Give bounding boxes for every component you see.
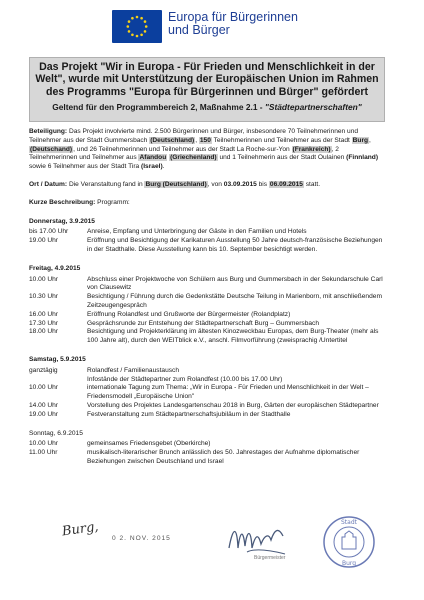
schedule-description: musikalisch-literarischer Brunch anlässlich des 50. Jahrestages der Aufnahme diplomatischer Beziehungen zwischen Deutschland und Israel [87, 449, 360, 465]
day-heading: Samstag, 5.9.2015 [29, 355, 86, 363]
bold-text: 03.09.2015 [223, 180, 257, 188]
schedule-row [29, 328, 389, 346]
place-signature: Burg, [61, 519, 100, 540]
document-body [29, 128, 389, 467]
highlight: (Griechenland) [170, 154, 217, 162]
schedule-row [29, 449, 389, 467]
highlight: (Deutschand) [30, 145, 73, 153]
schedule-time: ganztägig [29, 366, 58, 374]
schedule-description: Eröffnung Rolandfest und Grußworte der Bürgermeister (Rolandplatz) [87, 310, 291, 318]
day-heading: Freitag, 4.9.2015 [29, 264, 81, 272]
schedule-description: Eröffnung und Besichtigung der Karikaturen Ausstellung 50 Jahre deutsch-französische Beziehungen in der Stadthalle. Diese Ausstellung kann bis 10. September besichtigt werden. [87, 237, 383, 253]
schedule-description: Besichtigung und Projekterklärung im ältesten Kinozweckbau Europas, dem Burg-Theater (mehr als 100 Jahre alt), durch den WEITblick e.V., anschl. Filmvorführung (zweisprachig /Untertitel [87, 328, 379, 345]
highlight: 06.09.2015 [269, 180, 303, 188]
bold-text: (Israel) [141, 163, 163, 171]
schedule-time: 10.00 Uhr [29, 384, 58, 392]
highlight: Burg (Deutschland) [145, 180, 207, 188]
text: Die Veranstaltung fand in [67, 180, 145, 188]
schedule-time: 19.00 Uhr [29, 410, 58, 418]
highlight: (Frankreich) [292, 145, 331, 153]
text: Das Projekt involvierte mind. 2.500 Bürgerinnen und Bürger, insbesondere 70 Teilnehmerinnen und Teilnehmer aus der Stadt Gummersbach [29, 128, 359, 144]
schedule-time: bis 17.00 Uhr [29, 228, 69, 236]
program-schedule [29, 218, 389, 467]
title-line3: des Programms "Europa für Bürgerinnen und Bürger" gefördert [45, 85, 368, 98]
schedule-time: 19.00 Uhr [29, 237, 58, 245]
svg-text:Stadt: Stadt [341, 519, 357, 526]
schedule-row [29, 237, 389, 255]
schedule-row [29, 276, 389, 294]
day-heading: Sonntag, 6.9.2015 [29, 429, 83, 437]
schedule-description: Anreise, Empfang und Unterbringung der Gäste in den Familien und Hotels [87, 228, 307, 236]
schedule-time: 16.00 Uhr [29, 310, 58, 318]
schedule-time: 10.00 Uhr [29, 440, 58, 448]
program-header [0, 0, 424, 42]
signature-area [0, 512, 424, 592]
schedule-time: 17.30 Uhr [29, 319, 58, 327]
schedule-description: internationale Tagung zum Thema: „Wir in Europa - Für Frieden und Menschlichkeit in der Welt – Friedensmodell „Europäische Union" [87, 384, 369, 401]
schedule-description: Vorstellung des Projektes Landesgartenschau 2018 in Burg, Gärten der europäischen Städtepartner [87, 401, 379, 409]
text: , 2 Teilnehmerinnen und Teilnehmer aus [29, 145, 339, 162]
mayor-label: Bürgermeister [254, 555, 286, 561]
highlight: (Deutschland) [150, 136, 195, 144]
schedule-time: 18.00 Uhr [29, 328, 58, 336]
text: statt. [303, 180, 321, 188]
text: , [369, 136, 371, 144]
schedule-time: 14.00 Uhr [29, 401, 58, 409]
text: Programm: [95, 198, 130, 206]
schedule-description: gemeinsames Friedensgebet (Oberkirche) [87, 440, 211, 448]
schedule-time [29, 376, 87, 385]
svg-text:Burg: Burg [341, 560, 357, 567]
title-box [29, 57, 385, 122]
schedule-description: Abschluss einer Projektwoche von Schülern aus Burg und Gummersbach in der Sekundarschule Carl von Clausewitz [87, 275, 383, 292]
schedule-row [29, 411, 389, 420]
highlight: Burg [352, 136, 369, 144]
date-stamp: 0 2. NOV. 2015 [112, 535, 171, 542]
participation-label: Beteiligung: [29, 128, 68, 135]
schedule-row [29, 320, 389, 329]
location-label: Ort / Datum: [29, 180, 68, 188]
schedule-description: Festveranstaltung zum Städtepartnerschaftsjubiläum in der Stadthalle [87, 410, 291, 418]
program-name [168, 11, 368, 37]
highlight: Afandou [139, 154, 167, 162]
schedule-row [29, 384, 389, 402]
description-label: Kurze Beschreibung: [29, 198, 96, 206]
program-name-line2: und Bürger [168, 23, 230, 37]
text: bis [256, 180, 269, 188]
schedule-row [29, 293, 389, 311]
bold-text: (Finnland) [346, 154, 379, 162]
schedule-row [29, 440, 389, 449]
text: . [162, 163, 165, 171]
schedule-description: Besichtigung / Führung durch die Gedenkstätte Deutsche Teilung in Marienborn, mit anschließendem Zeitzeugengespräch [87, 293, 382, 309]
description-paragraph [29, 199, 389, 208]
validity-prefix: Geltend für den Programmbereich 2, Maßnahme 2.1 - [52, 102, 265, 113]
schedule-row [29, 367, 389, 376]
schedule-row [29, 402, 389, 411]
schedule-time: 10.00 Uhr [29, 275, 58, 283]
text: , [195, 136, 199, 144]
eu-flag-icon [112, 10, 162, 43]
schedule-description: Rolandfest / Familienaustausch [87, 366, 179, 374]
location-paragraph [29, 181, 389, 190]
schedule-time: 10.30 Uhr [29, 293, 58, 301]
schedule-time: 11.00 Uhr [29, 449, 58, 457]
text: , von [207, 180, 224, 188]
text: , und 26 Teilnehmerinnen und Teilnehmer aus der Stadt La Roche-sur-Yon [73, 145, 292, 153]
schedule-row [29, 376, 389, 385]
validity-measure: "Städtepartnerschaften" [264, 102, 362, 113]
title-line1: Das Projekt "Wir in Europa - Für Frieden und Menschlichkeit in der [39, 61, 375, 73]
validity-line [34, 103, 380, 112]
schedule-row [29, 228, 389, 237]
program-name-line1: Europa für Bürgerinnen [168, 10, 298, 24]
title-line2: Welt", wurde mit Unterstützung der Europäischen Union im Rahmen [35, 73, 379, 86]
text: und 1 Teilnehmerin aus der Stadt Oulainen [217, 154, 347, 162]
schedule-description: Infostände der Städtepartner zum Rolandfest (10.00 bis 17.00 Uhr) [87, 375, 283, 383]
city-seal-icon [322, 515, 376, 569]
day-heading: Donnerstag, 3.9.2015 [29, 217, 95, 225]
schedule-row [29, 311, 389, 320]
text: Teilnehmerinnen und Teilnehmer aus der Stadt [211, 136, 352, 144]
text: sowie 6 Teilnehmer aus der Stadt Tira [29, 163, 142, 171]
schedule-description: Gesprächsrunde zur Entstehung der Städtepartnerschaft Burg – Gummersbach [87, 319, 320, 327]
participation-paragraph [29, 128, 389, 172]
highlight: 150 [199, 136, 211, 144]
